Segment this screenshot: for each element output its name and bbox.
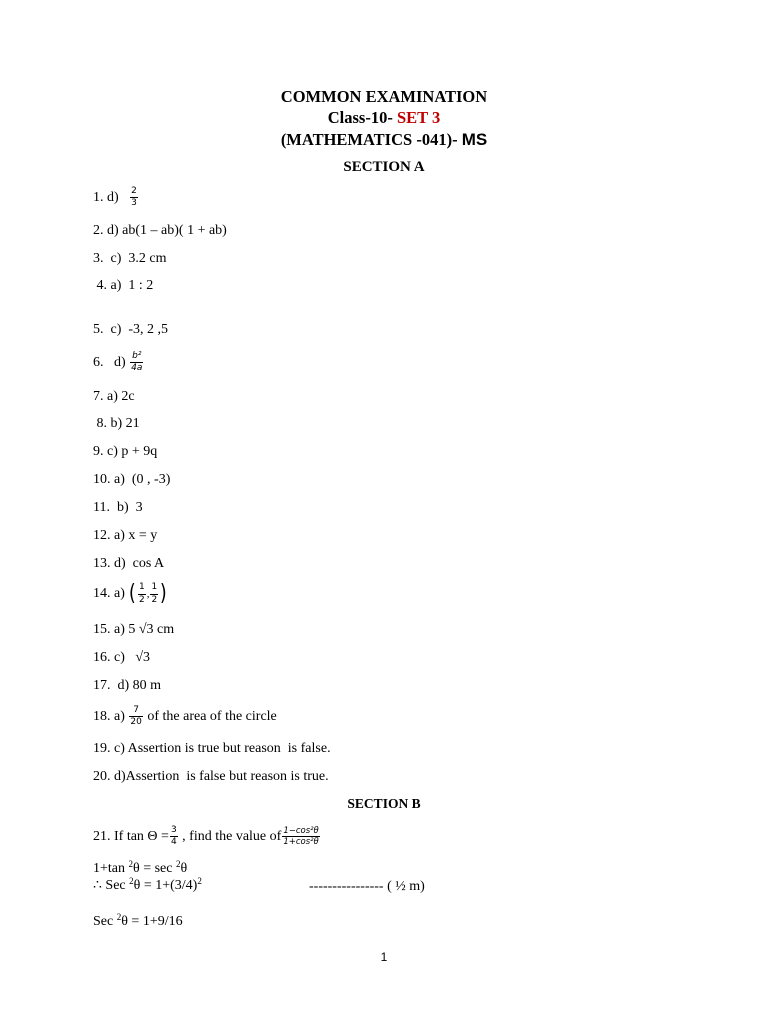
subject-line (0, 131, 768, 149)
answer-18: 18. a) $\frac{7}{20}$ of the area of the circle (93, 705, 277, 728)
fraction: $\frac{2}{3}$ (131, 186, 137, 209)
answer-4: 4. a) 1 : 2 (93, 278, 154, 293)
answer-11: 11. b) 3 (93, 500, 143, 515)
answer-15: 15. a) 5 √3 cm (93, 622, 175, 637)
question-21: 21. If tan Θ = $\frac{3}{4}$ , find the value of $\frac{\text{1−cos²θ}}{\text{1+cos²θ}}$ (93, 825, 319, 848)
answer-16: 16. c) √3 (93, 650, 151, 665)
exam-title: COMMON EXAMINATION (280, 87, 488, 106)
section-a-title: SECTION A (343, 159, 425, 175)
class-set-line (0, 110, 768, 127)
fraction: $\frac{\text{1−cos²θ}}{\text{1+cos²θ}}$ (283, 825, 319, 848)
fraction: $\frac{7}{20}$ (130, 705, 142, 728)
solution-step-2: ∴ Sec $^2\theta = 1+(3/4)^2$ (93, 876, 202, 893)
page-number: 1 (380, 950, 388, 964)
answer-5: 5. c) -3, 2 ,5 (93, 322, 169, 337)
marks-allocation: ---------------- ( ½ m) (309, 879, 425, 894)
ms-label: MS (461, 130, 488, 149)
answer-19: 19. c) Assertion is true but reason is false. (93, 741, 331, 756)
answer-7: 7. a) 2c (93, 389, 135, 404)
answer-10: 10. a) (0 , -3) (93, 472, 171, 487)
answer-9: 9. c) p + 9q (93, 444, 158, 459)
answer-1: 1. d) $\frac{2}{3}$ (93, 186, 137, 209)
fraction: $\frac{1}{2}$ (151, 582, 158, 605)
answer-14: 14. a) ( $\frac{1}{2}$ , $\frac{1}{2}$ ) (93, 581, 167, 606)
section-b-title: SECTION B (347, 796, 421, 811)
class-label: Class-10- (327, 108, 397, 127)
subject-label: (MATHEMATICS -041)- (280, 130, 462, 149)
fraction: $\frac{\text{b²}}{4a}$ (131, 351, 143, 374)
answer-3: 3. c) 3.2 cm (93, 251, 167, 266)
fraction: $\frac{3}{4}$ (170, 825, 177, 848)
answer-13: 13. d) cos A (93, 556, 165, 571)
answer-17: 17. d) 80 m (93, 678, 162, 693)
answer-2: 2. d) ab(1 – ab)( 1 + ab) (93, 223, 227, 238)
answer-8: 8. b) 21 (93, 416, 140, 431)
answer-12: 12. a) x = y (93, 528, 158, 543)
solution-step-3: Sec $^2$θ = 1+9/16 (93, 912, 183, 929)
set-label: SET 3 (396, 108, 441, 127)
answer-20: 20. d)Assertion is false but reason is true. (93, 769, 329, 784)
answer-6: 6. d) $\frac{\text{b²}}{4a}$ (93, 351, 143, 374)
solution-step-1: 1+tan $^2$θ = sec $^2$θ (93, 859, 188, 876)
fraction: $\frac{1}{2}$ (138, 582, 145, 605)
